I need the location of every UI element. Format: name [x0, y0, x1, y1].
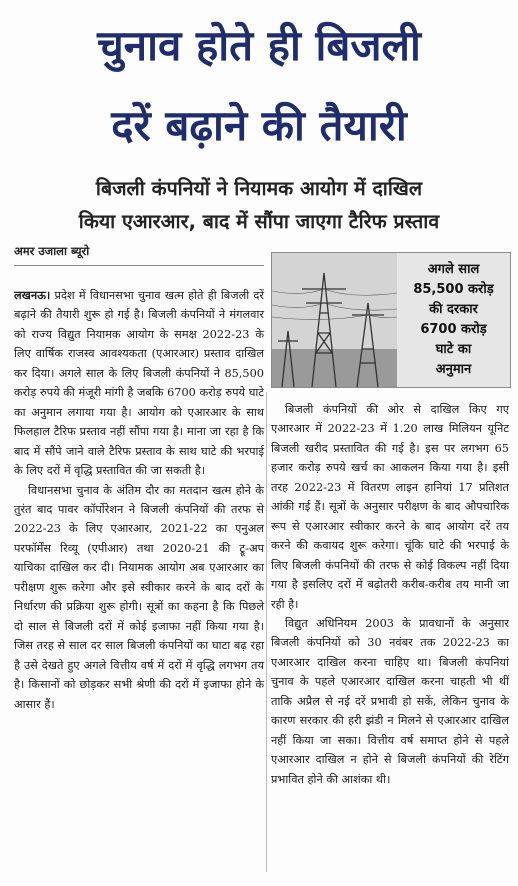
article-column-right	[271, 400, 509, 789]
power-lines-photo	[271, 252, 511, 388]
byline-rule	[14, 265, 264, 266]
column-divider	[266, 392, 267, 872]
callout-line-1: अगले साल	[427, 262, 480, 277]
headline	[0, 6, 518, 166]
callout-box	[397, 253, 510, 387]
callout-line-6: अनुमान	[435, 362, 472, 377]
article-paragraph: विधानसभा चुनाव के अंतिम दौर का मतदान खत्म होने के तुरंत बाद पावर कॉर्पोरेशन ने बिजली कंपनियों की तरफ से 2022-23 के लिए एआरआर, 2021-22 का एनुअल परफॉर्मेंस रिव्यू (एपीआर) तथा 2020-21 की ट्रू-अप याचिका दाखिल कर दी। नियामक आयोग अब एआरआर का परीक्षण शुरू करेगा और इसे स्वीकार करने के बाद दरों के निर्धारण की प्रक्रिया शुरू होगी। सूत्रों का कहना है कि पिछले दो साल से बिजली दरों में कोई इजाफा नहीं किया गया है। जिस तरह से साल दर साल बिजली कंपनियों का घाटा बढ़ रहा है उसे देखते हुए अगले वित्तीय वर्ष में दरों में वृद्धि लगभग तय है। किसानों को छोड़कर सभी श्रेणी की दरों में इजाफा होने के आसार हैं।	[14, 483, 264, 711]
callout-line-5: घाटे का	[435, 342, 472, 357]
subheadline-line-2: किया एआरआर, बाद में सौंपा जाएगा टैरिफ प्रस्ताव	[78, 210, 440, 233]
callout-line-3: की दरकार	[429, 302, 478, 317]
article-column-left	[14, 286, 264, 714]
callout-line-4: 6700 करोड़	[420, 322, 487, 337]
paragraph-text: प्रदेश में विधानसभा चुनाव खत्म होते ही बिजली दरें बढ़ाने की तैयारी शुरू हो गई है। बिजली कंपनियों ने मंगलवार को राज्य विद्युत नियामक आयोग के समक्ष 2022-23 के लिए वार्षिक राजस्व आवश्यकता (एआरआर) प्रस्ताव दाखिल कर दिया। अगले साल के लिए बिजली कंपनियों ने 85,500 करोड़ रुपये की मंजूरी मांगी है जबकि 6700 करोड़ रुपये घाटे का अनुमान लगाया गया है। आयोग को एआरआर के साथ फिलहाल टैरिफ प्रस्ताव नहीं सौंपा गया है। माना जा रहा है कि बाद में सौंपे जाने वाले टैरिफ प्रस्ताव के साथ घाटे की भरपाई के लिए दरों में वृद्धि प्रस्तावित की जा सकती है।	[14, 289, 264, 478]
headline-line-2: दरें बढ़ाने की तैयारी	[111, 101, 407, 150]
dateline: लखनऊ।	[14, 288, 51, 302]
transmission-tower-image	[272, 253, 397, 387]
article-paragraph	[14, 286, 264, 481]
headline-line-1: चुनाव होते ही बिजली	[97, 21, 421, 70]
article-paragraph: विद्युत अधिनियम 2003 के प्रावधानों के अनुसार बिजली कंपनियों को 30 नवंबर तक 2022-23 का एआरआर दाखिल करना चाहिए था। बिजली कंपनियां चुनाव के पहले एआरआर दाखिल करना चाहती भी थीं ताकि अप्रैल से नई दरें प्रभावी हो सकें, लेकिन चुनाव के कारण सरकार की हरी झंडी न मिलने से एआरआर दाखिल नहीं किया जा सका। वित्तीय वर्ष समाप्त होने से पहले एआरआर दाखिल न होने से बिजली कंपनियों की रेटिंग प्रभावित होने की आशंका थी।	[271, 616, 509, 786]
byline: अमर उजाला ब्यूरो	[14, 244, 90, 258]
subheadline	[0, 172, 518, 238]
subheadline-line-1: बिजली कंपनियों ने नियामक आयोग में दाखिल	[95, 177, 423, 200]
callout-line-2: 85,500 करोड़	[413, 282, 494, 297]
article-paragraph: बिजली कंपनियों की ओर से दाखिल किए गए एआरआर में 2022-23 में 1.20 लाख मिलियन यूनिट बिजली खरीद प्रस्तावित की गई है। इस पर लगभग 65 हजार करोड़ रुपये खर्च का आकलन किया गया है। इसी तरह 2022-23 में वितरण लाइन हानियां 17 प्रतिशत आंकी गई हैं। सूत्रों के अनुसार परीक्षण के बाद औपचारिक रूप से एआरआर स्वीकार करने के बाद आयोग दरें तय करने की कवायद शुरू करेगा। चूंकि घाटे की भरपाई के लिए बिजली कंपनियों की तरफ से कोई विकल्प नहीं दिया गया है इसलिए दरों में बढ़ोतरी करीब-करीब तय मानी जा रही है।	[271, 403, 509, 611]
